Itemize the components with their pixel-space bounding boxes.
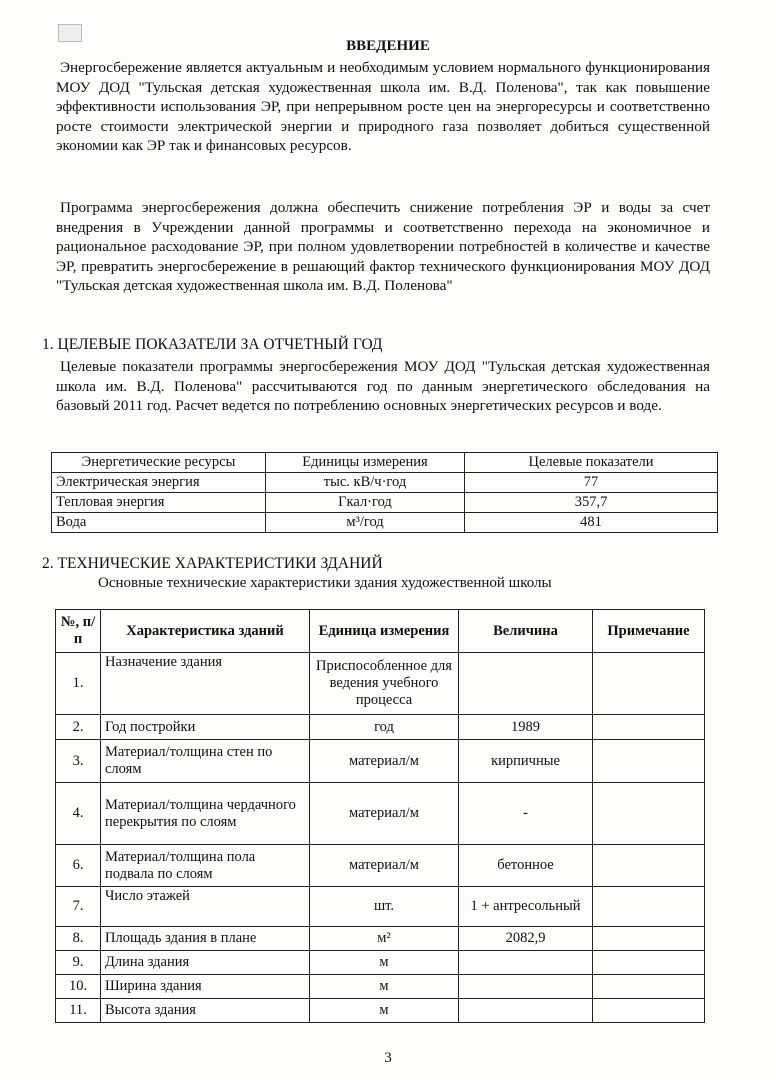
- value-cell: 2082,9: [459, 927, 593, 951]
- table-row: [56, 715, 705, 740]
- row-number: 2.: [56, 715, 101, 740]
- unit-cell: м²: [310, 927, 459, 951]
- value-cell: [459, 951, 593, 975]
- table-row: [56, 975, 705, 999]
- table-header: Величина: [459, 610, 593, 653]
- row-number: 7.: [56, 887, 101, 927]
- unit-cell: материал/м: [310, 783, 459, 845]
- value-cell: 1 + антресольный: [459, 887, 593, 927]
- table-header-row: [52, 453, 718, 473]
- table-header: Единица измерения: [310, 610, 459, 653]
- characteristic-cell: Год постройки: [101, 715, 310, 740]
- table-row: [52, 513, 718, 533]
- table-row: [56, 845, 705, 887]
- note-cell: [593, 715, 705, 740]
- value-cell: [459, 975, 593, 999]
- building-characteristics-table: [55, 609, 705, 1023]
- value-cell: [459, 653, 593, 715]
- unit-cell: м: [310, 999, 459, 1023]
- characteristic-cell: Высота здания: [101, 999, 310, 1023]
- unit-cell: м: [310, 951, 459, 975]
- unit-cell: м: [310, 975, 459, 999]
- characteristic-cell: Материал/толщина пола подвала по слоям: [101, 845, 310, 887]
- note-cell: [593, 845, 705, 887]
- value-cell: 77: [465, 473, 718, 493]
- unit-cell: тыс. кВ/ч·год: [266, 473, 465, 493]
- page-number: 3: [384, 1050, 392, 1066]
- characteristic-cell: Площадь здания в плане: [101, 927, 310, 951]
- row-number: 3.: [56, 740, 101, 783]
- row-number: 11.: [56, 999, 101, 1023]
- table-header: №, п/п: [56, 610, 101, 653]
- section2-caption: Основные технические характеристики здания художественной школы: [98, 575, 552, 591]
- value-cell: -: [459, 783, 593, 845]
- table-row: [52, 493, 718, 513]
- unit-cell: Приспособленное для ведения учебного процесса: [310, 653, 459, 715]
- target-indicators-table: [51, 452, 718, 533]
- row-number: 4.: [56, 783, 101, 845]
- row-number: 10.: [56, 975, 101, 999]
- unit-cell: Гкал·год: [266, 493, 465, 513]
- intro-paragraph-2: Программа энергосбережения должна обеспечить снижение потребления ЭР и воды за счет внедрения в Учреждении данной программы и соответственно перехода на экономичное и рациональное расходование ЭР, при полном удовлетворении потребностей в количестве и качестве ЭР, превратить энергосбережение в решающий фактор технического функционирования МОУ ДОД "Тульская детская художественная школа им. В.Д. Поленова": [56, 199, 710, 295]
- note-cell: [593, 999, 705, 1023]
- note-cell: [593, 740, 705, 783]
- table-header: Единицы измерения: [266, 453, 465, 473]
- table-row: [56, 951, 705, 975]
- note-cell: [593, 653, 705, 715]
- value-cell: 357,7: [465, 493, 718, 513]
- note-cell: [593, 951, 705, 975]
- value-cell: [459, 999, 593, 1023]
- note-cell: [593, 783, 705, 845]
- unit-cell: материал/м: [310, 740, 459, 783]
- section2-title: 2. ТЕХНИЧЕСКИЕ ХАРАКТЕРИСТИКИ ЗДАНИЙ: [42, 555, 383, 572]
- table-header: Примечание: [593, 610, 705, 653]
- characteristic-cell: Материал/толщина чердачного перекрытия по слоям: [101, 783, 310, 845]
- table-row: [56, 887, 705, 927]
- resource-cell: Электрическая энергия: [52, 473, 266, 493]
- unit-cell: материал/м: [310, 845, 459, 887]
- table-header: Энергетические ресурсы: [52, 453, 266, 473]
- section1-paragraph: Целевые показатели программы энергосбережения МОУ ДОД "Тульская детская художественная школа им. В.Д. Поленова" рассчитываются год по данным энергетического обследования на базовый 2011 год. Расчет ведется по потреблению основных энергетических ресурсов и воде.: [56, 358, 710, 415]
- table-row: [56, 783, 705, 845]
- page-title: ВВЕДЕНИЕ: [346, 38, 430, 54]
- section1-title: 1. ЦЕЛЕВЫЕ ПОКАЗАТЕЛИ ЗА ОТЧЕТНЫЙ ГОД: [42, 336, 383, 353]
- table-row: [56, 653, 705, 715]
- table-row: [52, 473, 718, 493]
- value-cell: бетонное: [459, 845, 593, 887]
- table-header: Характеристика зданий: [101, 610, 310, 653]
- table-header: Целевые показатели: [465, 453, 718, 473]
- characteristic-cell: Материал/толщина стен по слоям: [101, 740, 310, 783]
- value-cell: 481: [465, 513, 718, 533]
- resource-cell: Вода: [52, 513, 266, 533]
- characteristic-cell: Ширина здания: [101, 975, 310, 999]
- row-number: 9.: [56, 951, 101, 975]
- note-cell: [593, 927, 705, 951]
- characteristic-cell: Число этажей: [101, 887, 310, 927]
- value-cell: кирпичные: [459, 740, 593, 783]
- table-row: [56, 927, 705, 951]
- table-row: [56, 999, 705, 1023]
- note-cell: [593, 887, 705, 927]
- row-number: 1.: [56, 653, 101, 715]
- row-number: 8.: [56, 927, 101, 951]
- characteristic-cell: Назначение здания: [101, 653, 310, 715]
- resource-cell: Тепловая энергия: [52, 493, 266, 513]
- characteristic-cell: Длина здания: [101, 951, 310, 975]
- row-number: 6.: [56, 845, 101, 887]
- table-row: [56, 740, 705, 783]
- table-header-row: [56, 610, 705, 653]
- intro-paragraph-1: Энергосбережение является актуальным и необходимым условием нормального функционирования МОУ ДОД "Тульская детская художественная школа им. В.Д. Поленова", так как повышение эффективности использования ЭР, при непрерывном росте цен на энергоресурсы и соответственно росте стоимости электрической энергии и природного газа позволяет добиться существенной экономии как ЭР так и финансовых ресурсов.: [56, 59, 710, 155]
- note-cell: [593, 975, 705, 999]
- unit-cell: шт.: [310, 887, 459, 927]
- unit-cell: м³/год: [266, 513, 465, 533]
- unit-cell: год: [310, 715, 459, 740]
- value-cell: 1989: [459, 715, 593, 740]
